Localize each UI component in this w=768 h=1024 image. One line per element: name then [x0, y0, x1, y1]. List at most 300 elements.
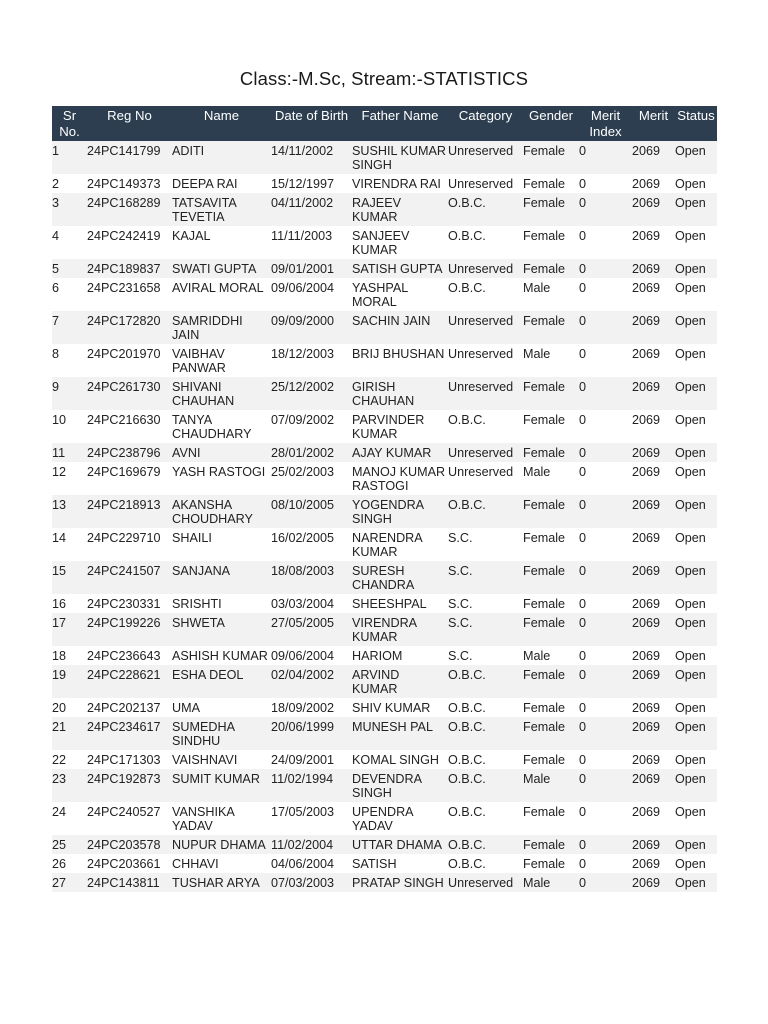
cell-reg-no: 24PC203578 — [87, 835, 172, 854]
cell-merit: 2069 — [632, 802, 675, 835]
cell-status: Open — [675, 835, 717, 854]
cell-status: Open — [675, 802, 717, 835]
cell-category: O.B.C. — [448, 698, 523, 717]
cell-father-name: KOMAL SINGH — [352, 750, 448, 769]
cell-father-name: YOGENDRA SINGH — [352, 495, 448, 528]
cell-merit: 2069 — [632, 750, 675, 769]
header-status: Status — [675, 106, 717, 141]
table-row — [52, 174, 717, 193]
cell-status: Open — [675, 594, 717, 613]
header-row — [52, 106, 717, 141]
cell-merit: 2069 — [632, 226, 675, 259]
cell-date-of-birth: 07/03/2003 — [271, 873, 352, 892]
cell-name: NUPUR DHAMA — [172, 835, 271, 854]
table-row — [52, 344, 717, 377]
cell-category: S.C. — [448, 528, 523, 561]
cell-name: SHWETA — [172, 613, 271, 646]
cell-merit: 2069 — [632, 873, 675, 892]
cell-sr-no: 7 — [52, 311, 87, 344]
cell-sr-no: 11 — [52, 443, 87, 462]
cell-name: ASHISH KUMAR — [172, 646, 271, 665]
cell-gender: Female — [523, 561, 579, 594]
table-row — [52, 561, 717, 594]
cell-category: O.B.C. — [448, 495, 523, 528]
cell-father-name: PRATAP SINGH — [352, 873, 448, 892]
cell-merit: 2069 — [632, 717, 675, 750]
header-reg-no: Reg No — [87, 106, 172, 141]
table-row — [52, 193, 717, 226]
table-row — [52, 462, 717, 495]
cell-reg-no: 24PC230331 — [87, 594, 172, 613]
cell-merit: 2069 — [632, 344, 675, 377]
cell-merit-index: 0 — [579, 613, 632, 646]
cell-father-name: SATISH GUPTA — [352, 259, 448, 278]
cell-sr-no: 18 — [52, 646, 87, 665]
cell-date-of-birth: 24/09/2001 — [271, 750, 352, 769]
cell-status: Open — [675, 665, 717, 698]
header-merit: Merit — [632, 106, 675, 141]
cell-category: Unreserved — [448, 873, 523, 892]
cell-merit: 2069 — [632, 769, 675, 802]
cell-name: SHAILI — [172, 528, 271, 561]
cell-category: S.C. — [448, 613, 523, 646]
cell-category: O.B.C. — [448, 750, 523, 769]
cell-merit: 2069 — [632, 311, 675, 344]
cell-name: DEEPA RAI — [172, 174, 271, 193]
cell-status: Open — [675, 613, 717, 646]
cell-gender: Male — [523, 462, 579, 495]
table-row — [52, 528, 717, 561]
cell-reg-no: 24PC203661 — [87, 854, 172, 873]
cell-gender: Female — [523, 750, 579, 769]
cell-name: YASH RASTOGI — [172, 462, 271, 495]
cell-name: ESHA DEOL — [172, 665, 271, 698]
cell-merit: 2069 — [632, 665, 675, 698]
cell-sr-no: 4 — [52, 226, 87, 259]
cell-date-of-birth: 09/09/2000 — [271, 311, 352, 344]
cell-gender: Female — [523, 226, 579, 259]
table-row — [52, 278, 717, 311]
table-row — [52, 854, 717, 873]
cell-merit: 2069 — [632, 698, 675, 717]
cell-date-of-birth: 14/11/2002 — [271, 141, 352, 174]
cell-date-of-birth: 11/02/1994 — [271, 769, 352, 802]
cell-reg-no: 24PC189837 — [87, 259, 172, 278]
cell-merit-index: 0 — [579, 462, 632, 495]
cell-status: Open — [675, 646, 717, 665]
cell-gender: Female — [523, 802, 579, 835]
cell-merit-index: 0 — [579, 311, 632, 344]
cell-category: O.B.C. — [448, 835, 523, 854]
cell-status: Open — [675, 377, 717, 410]
cell-category: Unreserved — [448, 259, 523, 278]
header-sr-no: Sr No. — [52, 106, 87, 141]
cell-date-of-birth: 15/12/1997 — [271, 174, 352, 193]
cell-sr-no: 21 — [52, 717, 87, 750]
cell-gender: Male — [523, 278, 579, 311]
table-row — [52, 769, 717, 802]
cell-date-of-birth: 09/01/2001 — [271, 259, 352, 278]
cell-merit-index: 0 — [579, 769, 632, 802]
cell-sr-no: 15 — [52, 561, 87, 594]
table-row — [52, 377, 717, 410]
cell-merit: 2069 — [632, 410, 675, 443]
table-row — [52, 717, 717, 750]
cell-father-name: SHEESHPAL — [352, 594, 448, 613]
cell-merit: 2069 — [632, 141, 675, 174]
cell-category: S.C. — [448, 594, 523, 613]
cell-gender: Male — [523, 769, 579, 802]
cell-reg-no: 24PC199226 — [87, 613, 172, 646]
cell-gender: Female — [523, 377, 579, 410]
cell-name: SANJANA — [172, 561, 271, 594]
cell-status: Open — [675, 193, 717, 226]
cell-date-of-birth: 04/11/2002 — [271, 193, 352, 226]
cell-reg-no: 24PC229710 — [87, 528, 172, 561]
cell-gender: Female — [523, 835, 579, 854]
cell-category: O.B.C. — [448, 410, 523, 443]
cell-reg-no: 24PC236643 — [87, 646, 172, 665]
cell-merit-index: 0 — [579, 646, 632, 665]
cell-date-of-birth: 25/02/2003 — [271, 462, 352, 495]
cell-merit: 2069 — [632, 528, 675, 561]
cell-gender: Female — [523, 174, 579, 193]
cell-merit-index: 0 — [579, 750, 632, 769]
cell-sr-no: 6 — [52, 278, 87, 311]
cell-category: S.C. — [448, 646, 523, 665]
cell-date-of-birth: 03/03/2004 — [271, 594, 352, 613]
cell-father-name: VIRENDRA KUMAR — [352, 613, 448, 646]
cell-merit: 2069 — [632, 377, 675, 410]
cell-status: Open — [675, 226, 717, 259]
page-title: Class:-M.Sc, Stream:-STATISTICS — [239, 68, 529, 89]
cell-date-of-birth: 02/04/2002 — [271, 665, 352, 698]
cell-reg-no: 24PC241507 — [87, 561, 172, 594]
cell-gender: Male — [523, 873, 579, 892]
cell-category: O.B.C. — [448, 802, 523, 835]
cell-sr-no: 8 — [52, 344, 87, 377]
cell-merit: 2069 — [632, 193, 675, 226]
cell-category: O.B.C. — [448, 769, 523, 802]
table-row — [52, 259, 717, 278]
cell-gender: Female — [523, 698, 579, 717]
cell-status: Open — [675, 854, 717, 873]
cell-name: SHIVANI CHAUHAN — [172, 377, 271, 410]
cell-date-of-birth: 17/05/2003 — [271, 802, 352, 835]
cell-name: AVIRAL MORAL — [172, 278, 271, 311]
header-father-name: Father Name — [352, 106, 448, 141]
cell-merit: 2069 — [632, 495, 675, 528]
cell-sr-no: 12 — [52, 462, 87, 495]
cell-merit: 2069 — [632, 174, 675, 193]
table-row — [52, 311, 717, 344]
cell-father-name: UTTAR DHAMA — [352, 835, 448, 854]
cell-father-name: PARVINDER KUMAR — [352, 410, 448, 443]
cell-reg-no: 24PC149373 — [87, 174, 172, 193]
cell-gender: Female — [523, 528, 579, 561]
table-row — [52, 226, 717, 259]
cell-merit: 2069 — [632, 443, 675, 462]
cell-category: O.B.C. — [448, 665, 523, 698]
table-row — [52, 410, 717, 443]
table-row — [52, 613, 717, 646]
cell-sr-no: 26 — [52, 854, 87, 873]
cell-category: O.B.C. — [448, 226, 523, 259]
cell-category: Unreserved — [448, 141, 523, 174]
cell-reg-no: 24PC234617 — [87, 717, 172, 750]
cell-merit-index: 0 — [579, 717, 632, 750]
cell-status: Open — [675, 259, 717, 278]
cell-status: Open — [675, 344, 717, 377]
table-header — [52, 106, 717, 141]
cell-reg-no: 24PC141799 — [87, 141, 172, 174]
cell-gender: Female — [523, 495, 579, 528]
cell-father-name: VIRENDRA RAI — [352, 174, 448, 193]
cell-merit: 2069 — [632, 462, 675, 495]
cell-name: SAMRIDDHI JAIN — [172, 311, 271, 344]
cell-gender: Female — [523, 717, 579, 750]
table-row — [52, 802, 717, 835]
cell-merit-index: 0 — [579, 528, 632, 561]
cell-sr-no: 2 — [52, 174, 87, 193]
cell-sr-no: 23 — [52, 769, 87, 802]
cell-status: Open — [675, 462, 717, 495]
cell-gender: Female — [523, 259, 579, 278]
cell-name: AKANSHA CHOUDHARY — [172, 495, 271, 528]
cell-gender: Female — [523, 594, 579, 613]
cell-father-name: NARENDRA KUMAR — [352, 528, 448, 561]
cell-status: Open — [675, 443, 717, 462]
cell-name: VANSHIKA YADAV — [172, 802, 271, 835]
cell-status: Open — [675, 561, 717, 594]
cell-merit: 2069 — [632, 646, 675, 665]
cell-name: VAISHNAVI — [172, 750, 271, 769]
cell-date-of-birth: 16/02/2005 — [271, 528, 352, 561]
cell-date-of-birth: 18/12/2003 — [271, 344, 352, 377]
cell-merit-index: 0 — [579, 193, 632, 226]
table-row — [52, 750, 717, 769]
cell-merit-index: 0 — [579, 410, 632, 443]
cell-reg-no: 24PC171303 — [87, 750, 172, 769]
cell-category: Unreserved — [448, 311, 523, 344]
cell-category: S.C. — [448, 561, 523, 594]
cell-merit-index: 0 — [579, 259, 632, 278]
cell-merit-index: 0 — [579, 495, 632, 528]
cell-reg-no: 24PC218913 — [87, 495, 172, 528]
cell-date-of-birth: 09/06/2004 — [271, 278, 352, 311]
cell-sr-no: 5 — [52, 259, 87, 278]
cell-merit-index: 0 — [579, 141, 632, 174]
cell-category: O.B.C. — [448, 854, 523, 873]
cell-sr-no: 9 — [52, 377, 87, 410]
cell-name: TANYA CHAUDHARY — [172, 410, 271, 443]
cell-status: Open — [675, 769, 717, 802]
cell-status: Open — [675, 750, 717, 769]
cell-merit-index: 0 — [579, 377, 632, 410]
cell-reg-no: 24PC169679 — [87, 462, 172, 495]
cell-gender: Female — [523, 854, 579, 873]
cell-reg-no: 24PC242419 — [87, 226, 172, 259]
cell-father-name: YASHPAL MORAL — [352, 278, 448, 311]
cell-name: SRISHTI — [172, 594, 271, 613]
cell-date-of-birth: 27/05/2005 — [271, 613, 352, 646]
cell-name: SUMEDHA SINDHU — [172, 717, 271, 750]
cell-status: Open — [675, 528, 717, 561]
cell-gender: Female — [523, 613, 579, 646]
cell-merit-index: 0 — [579, 344, 632, 377]
cell-merit-index: 0 — [579, 835, 632, 854]
cell-father-name: SHIV KUMAR — [352, 698, 448, 717]
table-row — [52, 835, 717, 854]
table-body — [52, 141, 717, 892]
table-row — [52, 646, 717, 665]
table-row — [52, 141, 717, 174]
cell-father-name: ARVIND KUMAR — [352, 665, 448, 698]
cell-reg-no: 24PC240527 — [87, 802, 172, 835]
table-row — [52, 443, 717, 462]
cell-status: Open — [675, 311, 717, 344]
cell-merit-index: 0 — [579, 226, 632, 259]
cell-category: Unreserved — [448, 462, 523, 495]
cell-gender: Female — [523, 443, 579, 462]
cell-status: Open — [675, 410, 717, 443]
header-gender: Gender — [523, 106, 579, 141]
cell-date-of-birth: 25/12/2002 — [271, 377, 352, 410]
cell-father-name: BRIJ BHUSHAN — [352, 344, 448, 377]
cell-date-of-birth: 20/06/1999 — [271, 717, 352, 750]
cell-merit: 2069 — [632, 613, 675, 646]
cell-status: Open — [675, 141, 717, 174]
cell-sr-no: 17 — [52, 613, 87, 646]
table-row — [52, 594, 717, 613]
cell-gender: Female — [523, 410, 579, 443]
cell-date-of-birth: 11/02/2004 — [271, 835, 352, 854]
table-row — [52, 665, 717, 698]
cell-name: AVNI — [172, 443, 271, 462]
cell-merit-index: 0 — [579, 873, 632, 892]
cell-category: Unreserved — [448, 443, 523, 462]
cell-reg-no: 24PC201970 — [87, 344, 172, 377]
cell-date-of-birth: 18/08/2003 — [271, 561, 352, 594]
cell-father-name: SURESH CHANDRA — [352, 561, 448, 594]
cell-name: CHHAVI — [172, 854, 271, 873]
cell-merit: 2069 — [632, 594, 675, 613]
cell-status: Open — [675, 495, 717, 528]
cell-name: TUSHAR ARYA — [172, 873, 271, 892]
cell-gender: Female — [523, 141, 579, 174]
header-category: Category — [448, 106, 523, 141]
cell-category: O.B.C. — [448, 193, 523, 226]
cell-sr-no: 10 — [52, 410, 87, 443]
cell-date-of-birth: 07/09/2002 — [271, 410, 352, 443]
cell-date-of-birth: 11/11/2003 — [271, 226, 352, 259]
cell-sr-no: 19 — [52, 665, 87, 698]
merit-list-table — [52, 106, 717, 892]
cell-reg-no: 24PC143811 — [87, 873, 172, 892]
cell-reg-no: 24PC192873 — [87, 769, 172, 802]
cell-father-name: SATISH — [352, 854, 448, 873]
cell-status: Open — [675, 174, 717, 193]
cell-reg-no: 24PC261730 — [87, 377, 172, 410]
cell-date-of-birth: 18/09/2002 — [271, 698, 352, 717]
cell-sr-no: 14 — [52, 528, 87, 561]
cell-father-name: RAJEEV KUMAR — [352, 193, 448, 226]
cell-father-name: AJAY KUMAR — [352, 443, 448, 462]
cell-merit-index: 0 — [579, 802, 632, 835]
cell-category: O.B.C. — [448, 717, 523, 750]
cell-merit-index: 0 — [579, 443, 632, 462]
cell-merit: 2069 — [632, 278, 675, 311]
cell-father-name: HARIOM — [352, 646, 448, 665]
cell-gender: Male — [523, 646, 579, 665]
cell-merit: 2069 — [632, 561, 675, 594]
cell-reg-no: 24PC216630 — [87, 410, 172, 443]
cell-sr-no: 13 — [52, 495, 87, 528]
cell-merit-index: 0 — [579, 561, 632, 594]
cell-reg-no: 24PC228621 — [87, 665, 172, 698]
cell-merit-index: 0 — [579, 174, 632, 193]
cell-status: Open — [675, 278, 717, 311]
cell-merit-index: 0 — [579, 665, 632, 698]
cell-status: Open — [675, 698, 717, 717]
cell-merit: 2069 — [632, 854, 675, 873]
cell-merit: 2069 — [632, 835, 675, 854]
cell-category: Unreserved — [448, 377, 523, 410]
header-date-of-birth: Date of Birth — [271, 106, 352, 141]
cell-reg-no: 24PC202137 — [87, 698, 172, 717]
cell-father-name: MUNESH PAL — [352, 717, 448, 750]
cell-name: ADITI — [172, 141, 271, 174]
cell-gender: Male — [523, 344, 579, 377]
cell-date-of-birth: 09/06/2004 — [271, 646, 352, 665]
cell-name: TATSAVITA TEVETIA — [172, 193, 271, 226]
cell-name: UMA — [172, 698, 271, 717]
cell-reg-no: 24PC172820 — [87, 311, 172, 344]
cell-father-name: DEVENDRA SINGH — [352, 769, 448, 802]
header-name: Name — [172, 106, 271, 141]
cell-merit-index: 0 — [579, 594, 632, 613]
table-row — [52, 495, 717, 528]
cell-sr-no: 1 — [52, 141, 87, 174]
cell-reg-no: 24PC168289 — [87, 193, 172, 226]
cell-sr-no: 20 — [52, 698, 87, 717]
cell-reg-no: 24PC231658 — [87, 278, 172, 311]
table-row — [52, 698, 717, 717]
cell-merit-index: 0 — [579, 698, 632, 717]
cell-merit: 2069 — [632, 259, 675, 278]
cell-sr-no: 22 — [52, 750, 87, 769]
cell-sr-no: 24 — [52, 802, 87, 835]
cell-gender: Female — [523, 665, 579, 698]
table-row — [52, 873, 717, 892]
cell-name: SUMIT KUMAR — [172, 769, 271, 802]
cell-father-name: GIRISH CHAUHAN — [352, 377, 448, 410]
cell-category: O.B.C. — [448, 278, 523, 311]
cell-merit-index: 0 — [579, 854, 632, 873]
cell-father-name: SANJEEV KUMAR — [352, 226, 448, 259]
cell-sr-no: 3 — [52, 193, 87, 226]
cell-status: Open — [675, 717, 717, 750]
cell-father-name: SACHIN JAIN — [352, 311, 448, 344]
cell-gender: Female — [523, 193, 579, 226]
cell-category: Unreserved — [448, 344, 523, 377]
cell-gender: Female — [523, 311, 579, 344]
cell-merit-index: 0 — [579, 278, 632, 311]
cell-status: Open — [675, 873, 717, 892]
cell-reg-no: 24PC238796 — [87, 443, 172, 462]
cell-name: SWATI GUPTA — [172, 259, 271, 278]
cell-date-of-birth: 28/01/2002 — [271, 443, 352, 462]
